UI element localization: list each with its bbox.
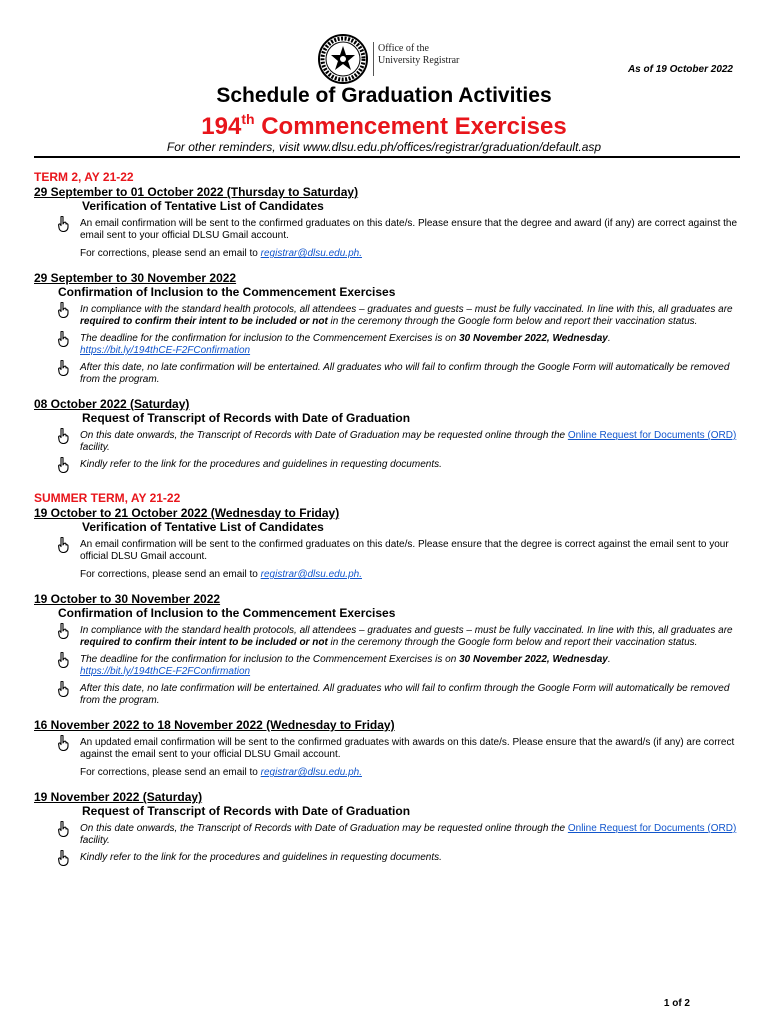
corrections-note bbox=[34, 767, 738, 779]
note-prefix: For corrections, please send an email to bbox=[80, 248, 261, 259]
activity-title: Request of Transcript of Records with Date of Graduation bbox=[82, 804, 411, 818]
bullet-text: On this date onwards, the Transcript of Records with Date of Graduation may be requested online through the bbox=[80, 823, 568, 834]
bullet-text: The deadline for the confirmation for inclusion to the Commencement Exercises is on bbox=[80, 654, 460, 665]
bullet-text: facility. bbox=[80, 442, 110, 453]
pointing-hand-icon bbox=[56, 850, 70, 866]
bullet-text: in the ceremony through the Google form below and report their vaccination status. bbox=[327, 637, 698, 648]
bullet-text: . bbox=[607, 654, 611, 665]
bullet-text: An email confirmation will be sent to the confirmed graduates on this date/s. Please ensure that the degree and award (if any) are correct against the email sent to your official DLSU Gmail account. bbox=[80, 218, 738, 241]
reminder-prefix: For other reminders, visit bbox=[166, 140, 303, 154]
activity-title: Verification of Tentative List of Candidates bbox=[82, 520, 324, 534]
bullet-emphasis: required to confirm their intent to be included or not bbox=[80, 316, 328, 327]
header-divider bbox=[373, 42, 374, 76]
subtitle-number: 194 bbox=[201, 113, 242, 140]
bullet-text: After this date, no late confirmation will be entertained. All graduates who will fail to confirm through the Google Form will automatically be removed from the program. bbox=[80, 683, 730, 706]
office-name bbox=[378, 43, 459, 67]
deadline-date: 30 November 2022, Wednesday bbox=[459, 654, 608, 665]
confirmation-form-link[interactable]: https://bit.ly/194thCE-F2FConfirmation bbox=[80, 666, 251, 677]
bullet-text: On this date onwards, the Transcript of Records with Date of Graduation may be requested online through the bbox=[80, 430, 568, 441]
activity-title: Confirmation of Inclusion to the Commencement Exercises bbox=[58, 285, 396, 299]
pointing-hand-icon bbox=[56, 821, 70, 837]
activity-title: Confirmation of Inclusion to the Commencement Exercises bbox=[58, 606, 396, 620]
pointing-hand-icon bbox=[56, 331, 70, 347]
bullet-item bbox=[34, 852, 738, 864]
confirmation-form-link[interactable]: https://bit.ly/194thCE-F2FConfirmation bbox=[80, 345, 251, 356]
bullet-item bbox=[34, 654, 738, 678]
activity-title: Request of Transcript of Records with Date of Graduation bbox=[82, 411, 411, 425]
page-title: Schedule of Graduation Activities bbox=[216, 84, 552, 107]
pointing-hand-icon bbox=[56, 681, 70, 697]
schedule-date: 29 September to 30 November 2022 bbox=[34, 271, 237, 285]
schedule-date: 08 October 2022 (Saturday) bbox=[34, 397, 190, 411]
schedule-date: 16 November 2022 to 18 November 2022 (Wednesday to Friday) bbox=[34, 718, 395, 732]
bullet-item bbox=[34, 304, 738, 328]
bullet-item bbox=[34, 218, 738, 242]
deadline-date: 30 November 2022, Wednesday bbox=[459, 333, 608, 344]
term-heading: TERM 2, AY 21-22 bbox=[34, 170, 134, 184]
note-prefix: For corrections, please send an email to bbox=[80, 767, 261, 778]
pointing-hand-icon bbox=[56, 428, 70, 444]
corrections-note bbox=[34, 569, 738, 581]
bullet-text: An updated email confirmation will be sent to the confirmed graduates with awards on this date/s. Please ensure that the award/s (if any) are correct against the email sent to your official DLSU Gmail account. bbox=[80, 737, 735, 760]
note-prefix: For corrections, please send an email to bbox=[80, 569, 261, 580]
pointing-hand-icon bbox=[56, 735, 70, 751]
bullet-emphasis: required to confirm their intent to be included or not bbox=[80, 637, 328, 648]
pointing-hand-icon bbox=[56, 537, 70, 553]
reminder-url[interactable]: www.dlsu.edu.ph/offices/registrar/graduation/default.asp bbox=[302, 140, 602, 154]
bullet-text: Kindly refer to the link for the procedures and guidelines in requesting documents. bbox=[80, 459, 442, 470]
office-line-2: University Registrar bbox=[378, 55, 460, 66]
header-rule bbox=[34, 156, 740, 158]
bullet-text: After this date, no late confirmation will be entertained. All graduates who will fail to confirm through the Google Form will automatically be removed from the program. bbox=[80, 362, 730, 385]
bullet-item bbox=[34, 362, 738, 386]
office-line-1: Office of the bbox=[378, 43, 429, 54]
reminder-line bbox=[0, 140, 768, 154]
bullet-item bbox=[34, 430, 738, 454]
pointing-hand-icon bbox=[56, 216, 70, 232]
bullet-text: An email confirmation will be sent to the confirmed graduates on this date/s. Please ensure that the degree is correct against the email sent to your official DLSU Gmail account. bbox=[80, 539, 729, 562]
subtitle-rest: Commencement Exercises bbox=[254, 113, 567, 140]
registrar-email-link[interactable]: registrar@dlsu.edu.ph. bbox=[260, 248, 362, 259]
schedule-date: 29 September to 01 October 2022 (Thursday to Saturday) bbox=[34, 185, 359, 199]
bullet-text: facility. bbox=[80, 835, 110, 846]
bullet-text: The deadline for the confirmation for inclusion to the Commencement Exercises is on bbox=[80, 333, 460, 344]
schedule-date: 19 November 2022 (Saturday) bbox=[34, 790, 203, 804]
as-of-date: As of 19 October 2022 bbox=[627, 64, 733, 75]
bullet-item bbox=[34, 539, 738, 563]
bullet-text: In compliance with the standard health protocols, all attendees – graduates and guests – must be fully vaccinated. In line with this, all graduates are bbox=[80, 625, 733, 636]
schedule-date: 19 October to 21 October 2022 (Wednesday to Friday) bbox=[34, 506, 340, 520]
pointing-hand-icon bbox=[56, 360, 70, 376]
subtitle-suffix: th bbox=[241, 111, 255, 127]
pointing-hand-icon bbox=[56, 457, 70, 473]
bullet-text: in the ceremony through the Google form below and report their vaccination status. bbox=[327, 316, 698, 327]
page-subtitle bbox=[0, 111, 768, 141]
bullet-text: . bbox=[607, 333, 611, 344]
bullet-text: Kindly refer to the link for the procedures and guidelines in requesting documents. bbox=[80, 852, 442, 863]
page-number: 1 of 2 bbox=[663, 998, 690, 1009]
pointing-hand-icon bbox=[56, 302, 70, 318]
pointing-hand-icon bbox=[56, 652, 70, 668]
bullet-item bbox=[34, 333, 738, 357]
corrections-note bbox=[34, 248, 738, 260]
registrar-email-link[interactable]: registrar@dlsu.edu.ph. bbox=[260, 767, 362, 778]
pointing-hand-icon bbox=[56, 623, 70, 639]
schedule-date: 19 October to 30 November 2022 bbox=[34, 592, 221, 606]
bullet-item bbox=[34, 459, 738, 471]
bullet-item bbox=[34, 683, 738, 707]
activity-title: Verification of Tentative List of Candidates bbox=[82, 199, 324, 213]
ord-link[interactable]: Online Request for Documents (ORD) bbox=[567, 823, 737, 834]
ord-link[interactable]: Online Request for Documents (ORD) bbox=[567, 430, 737, 441]
university-seal-icon bbox=[318, 34, 368, 84]
bullet-item bbox=[34, 625, 738, 649]
schedule-content bbox=[34, 168, 738, 869]
bullet-text: In compliance with the standard health protocols, all attendees – graduates and guests – must be fully vaccinated. In line with this, all graduates are bbox=[80, 304, 733, 315]
term-heading: SUMMER TERM, AY 21-22 bbox=[34, 491, 181, 505]
bullet-item bbox=[34, 737, 738, 761]
registrar-email-link[interactable]: registrar@dlsu.edu.ph. bbox=[260, 569, 362, 580]
bullet-item bbox=[34, 823, 738, 847]
